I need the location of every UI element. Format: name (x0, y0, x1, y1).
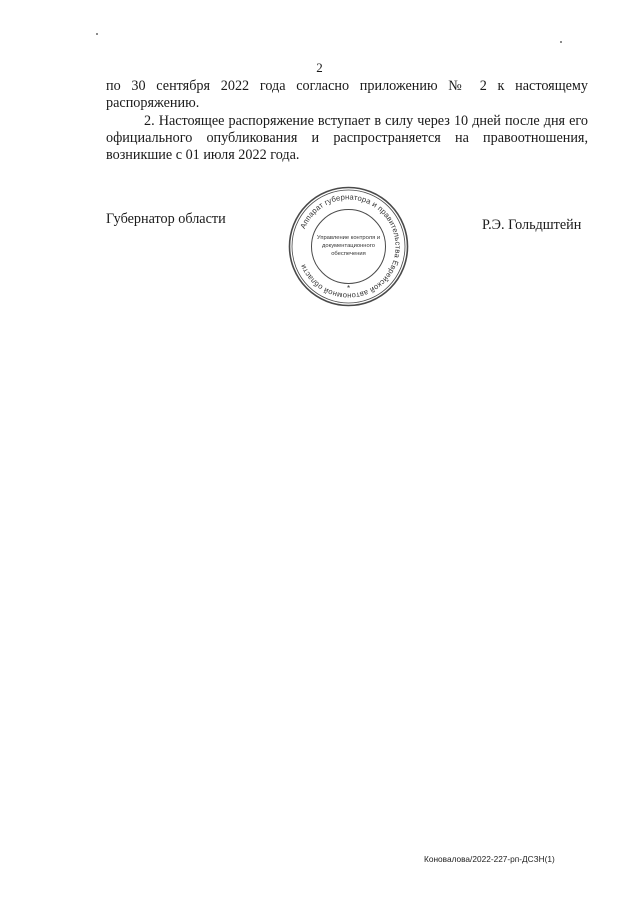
paragraph-effective-date: 2. Настоящее распоряжение вступает в силу через 10 дней после дня его официального опубликования и распространяется на правоотношения, возникшие с 01 июля 2022 года. (106, 113, 588, 163)
paragraph-continuation: по 30 сентября 2022 года согласно приложению № 2 к настоящему распоряжению. (106, 78, 588, 111)
stamp-center-line-1: Управление контроля и (316, 235, 381, 241)
stamp-star-icon: * (346, 284, 351, 293)
scan-speck-left (96, 33, 98, 35)
document-reference: Коновалова/2022-227-рп-ДСЗН(1) (424, 854, 555, 864)
page-number: 2 (316, 60, 323, 75)
document-body (106, 78, 588, 164)
stamp-ring-text: Аппарат губернатора и правительства Еврейской автономной области (298, 192, 403, 301)
signatory-title: Губернатор области (106, 211, 226, 227)
stamp-center-line-3: обеспечения (331, 251, 366, 257)
stamp-center-line-2: документационного (322, 243, 375, 249)
official-stamp (287, 185, 410, 308)
scan-speck-right (560, 41, 562, 43)
signatory-name: Р.Э. Гольдштейн (482, 217, 582, 233)
